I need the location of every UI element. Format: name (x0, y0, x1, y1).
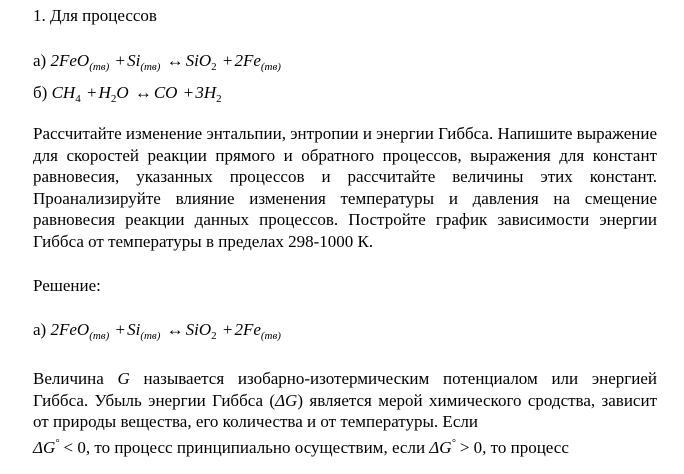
condition-positive: ΔG° > 0 (429, 437, 483, 457)
reaction-b-equation: $CH_4 + H_2O$ ↔ CO + $3H_2$ (51, 83, 222, 105)
task-text: Рассчитайте изменение энтальпии, энтропии и энергии Гиббса. Напишите выражение для скоростей реакции прямого и обратного процессов, выражения для констант равновесия, указанных процессов и рассчитайте величины этих констант. Проанализируйте влияние изменения температуры и давления на смещение равновесия реакции данных процессов. Постройте график зависимости энергии Гиббса от температуры в пределах 298-1000 К. (33, 124, 657, 251)
solution-reaction-a (33, 320, 281, 342)
solution-reaction-a-label: а) (33, 320, 47, 339)
explanation-text: Величина G называется изобарно-изотермическим потенциалом или энергией Гиббса. Убыль энергии Гиббса (ΔG) является мерой химического сродства, зависит от природы вещества, его количества и от температуры. Если ΔG° < 0, то процесс принципиально осуществим, если ΔG° > 0, то процесс (33, 369, 658, 457)
condition-negative: ΔG° < 0 (33, 437, 86, 457)
reaction-a (33, 51, 281, 73)
reaction-a-label: а) (33, 51, 47, 70)
reaction-b-label: б) (33, 83, 48, 102)
reaction-b (33, 83, 222, 105)
reaction-a-equation: $2FeO_{(тв)} + Si_{(тв)}$ ↔ $SiO_2 + 2Fe_{(тв)}$ (50, 51, 281, 73)
task-title: 1. Для процессов (33, 6, 157, 25)
solution-label: Решение: (33, 276, 101, 295)
solution-reaction-a-equation: $2FeO_{(тв)} + Si_{(тв)}$ ↔ $SiO_2 + 2Fe_{(тв)}$ (50, 320, 281, 342)
